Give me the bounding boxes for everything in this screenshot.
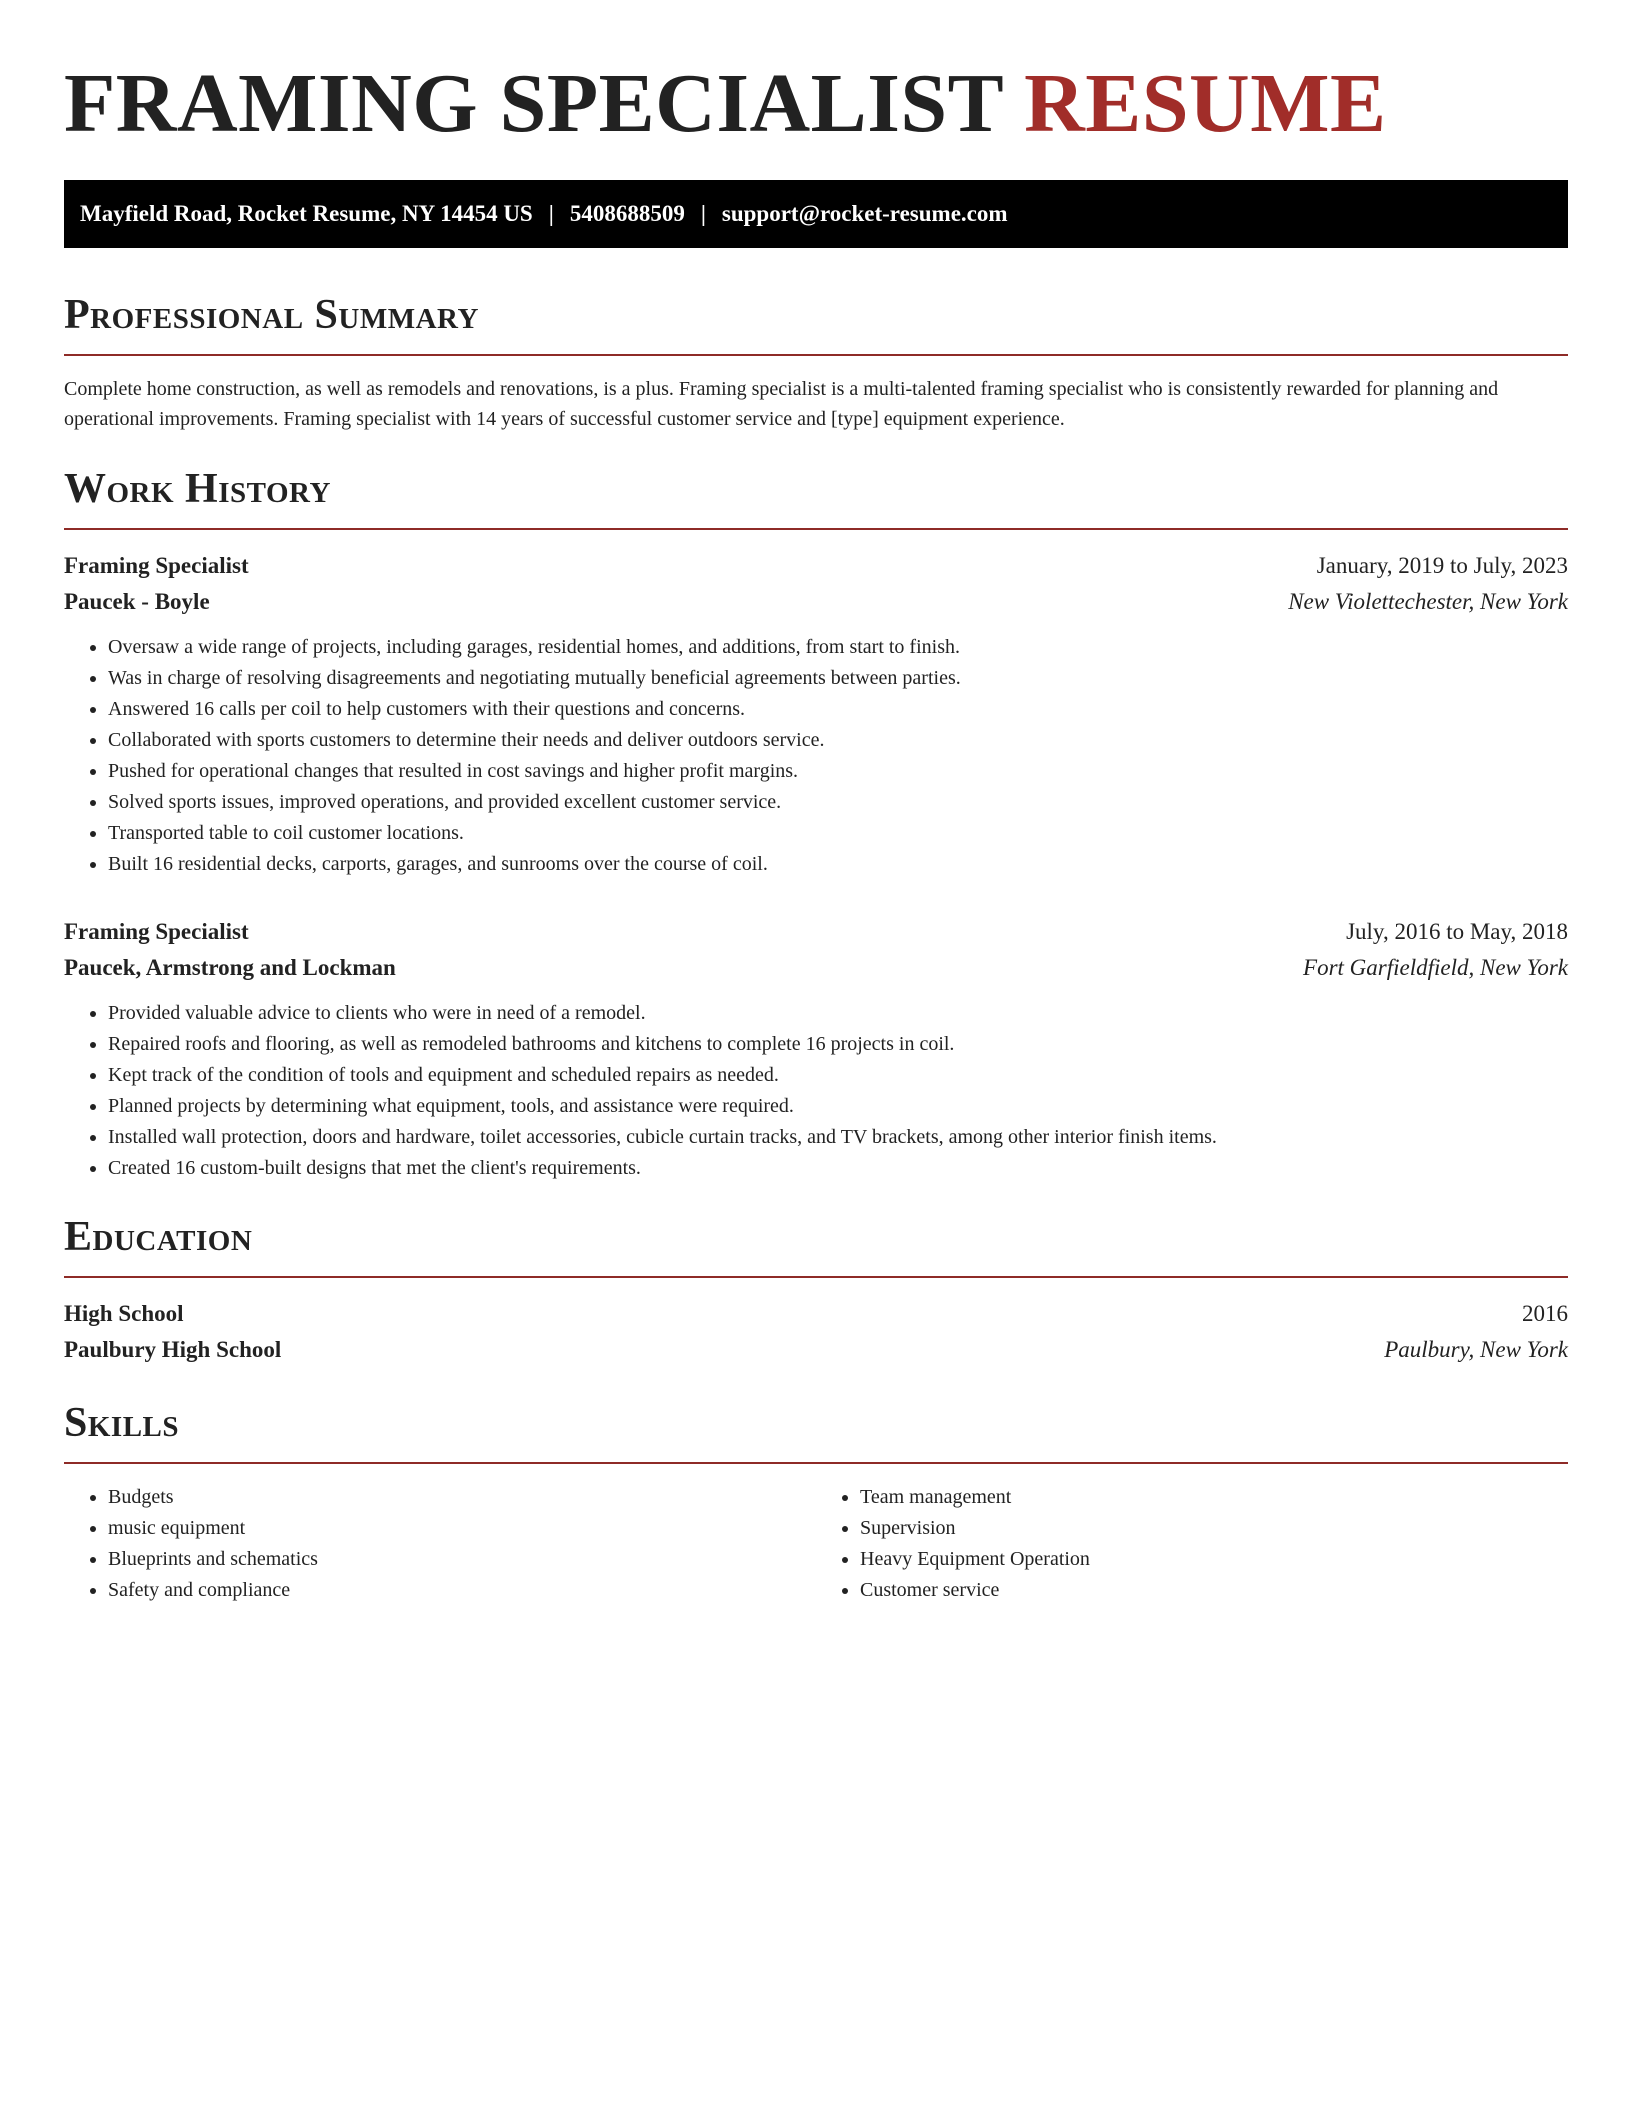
job-title: Framing Specialist: [64, 553, 249, 578]
skill-item: • music equipment: [108, 1513, 816, 1544]
job-header-row: [64, 914, 1568, 950]
resume-page: [64, 0, 1568, 1606]
list-item: • Solved sports issues, improved operations, and provided excellent customer service.: [108, 787, 1568, 818]
job-entry: [64, 548, 1568, 880]
contact-address: Mayfield Road, Rocket Resume, NY 14454 US: [80, 201, 533, 226]
section-divider: [64, 354, 1568, 356]
contact-separator: |: [700, 201, 706, 226]
list-item: • Oversaw a wide range of projects, including garages, residential homes, and additions, from start to finish.: [108, 632, 1568, 663]
job-dates: January, 2019 to July, 2023: [1316, 553, 1568, 578]
list-item: • Collaborated with sports customers to determine their needs and deliver outdoors service.: [108, 725, 1568, 756]
skills-section: [64, 1398, 1568, 1606]
list-item: • Built 16 residential decks, carports, garages, and sunrooms over the course of coil.: [108, 849, 1568, 880]
education-year: 2016: [1522, 1301, 1568, 1326]
job-entry: [64, 914, 1568, 1184]
job-bullet-list: [64, 632, 1568, 880]
job-location: New Violettechester, New York: [1288, 589, 1568, 614]
skills-list-left: [64, 1482, 816, 1606]
skill-item: • Supervision: [860, 1513, 1568, 1544]
education-degree-row: [64, 1296, 1568, 1332]
skill-item: • Safety and compliance: [108, 1575, 816, 1606]
education-school-row: [64, 1332, 1568, 1368]
title-accent: RESUME: [1024, 57, 1387, 150]
work-history-heading: Work History: [64, 466, 331, 512]
job-company: Paucek, Armstrong and Lockman: [64, 955, 396, 980]
education-degree: High School: [64, 1301, 184, 1326]
list-item: • Installed wall protection, doors and hardware, toilet accessories, cubicle curtain tracks, and TV brackets, among other interior finish items.: [108, 1122, 1568, 1153]
skill-item: • Blueprints and schematics: [108, 1544, 816, 1575]
skills-grid: [64, 1482, 1568, 1606]
skill-item: • Budgets: [108, 1482, 816, 1513]
contact-separator: |: [548, 201, 554, 226]
education-heading: Education: [64, 1214, 253, 1260]
list-item: • Pushed for operational changes that resulted in cost savings and higher profit margins.: [108, 756, 1568, 787]
skill-item: • Team management: [860, 1482, 1568, 1513]
education-section: [64, 1212, 1568, 1368]
list-item: • Planned projects by determining what equipment, tools, and assistance were required.: [108, 1091, 1568, 1122]
section-divider: [64, 1462, 1568, 1464]
job-company-row: [64, 584, 1568, 620]
skills-list-right: [816, 1482, 1568, 1606]
summary-section: [64, 290, 1568, 434]
contact-email: support@rocket-resume.com: [721, 201, 1008, 226]
summary-text: Complete home construction, as well as remodels and renovations, is a plus. Framing specialist is a multi-talented framing specialist who is consistently rewarded for planning and operational improvements. Framing specialist with 14 years of successful customer service and [type] equipment experience.: [64, 378, 1499, 430]
job-title: Framing Specialist: [64, 919, 249, 944]
job-location: Fort Garfieldfield, New York: [1303, 955, 1568, 980]
list-item: • Repaired roofs and flooring, as well as remodeled bathrooms and kitchens to complete 16 projects in coil.: [108, 1029, 1568, 1060]
list-item: • Transported table to coil customer locations.: [108, 818, 1568, 849]
contact-bar: [64, 180, 1568, 248]
section-divider: [64, 528, 1568, 530]
job-bullet-list: [64, 998, 1568, 1184]
job-company-row: [64, 950, 1568, 986]
education-school: Paulbury High School: [64, 1337, 282, 1362]
skill-item: • Heavy Equipment Operation: [860, 1544, 1568, 1575]
skills-heading: Skills: [64, 1400, 180, 1446]
title-main: FRAMING SPECIALIST: [64, 57, 1003, 150]
work-history-section: [64, 464, 1568, 1184]
contact-phone: 5408688509: [569, 201, 685, 226]
skill-item: • Customer service: [860, 1575, 1568, 1606]
job-header-row: [64, 548, 1568, 584]
list-item: • Answered 16 calls per coil to help customers with their questions and concerns.: [108, 694, 1568, 725]
resume-title: [64, 0, 1568, 156]
section-divider: [64, 1276, 1568, 1278]
list-item: • Was in charge of resolving disagreements and negotiating mutually beneficial agreements between parties.: [108, 663, 1568, 694]
education-location: Paulbury, New York: [1384, 1337, 1568, 1362]
list-item: • Created 16 custom-built designs that met the client's requirements.: [108, 1153, 1568, 1184]
job-dates: July, 2016 to May, 2018: [1346, 919, 1568, 944]
job-company: Paucek - Boyle: [64, 589, 210, 614]
list-item: • Kept track of the condition of tools and equipment and scheduled repairs as needed.: [108, 1060, 1568, 1091]
summary-heading: Professional Summary: [64, 292, 479, 338]
list-item: • Provided valuable advice to clients who were in need of a remodel.: [108, 998, 1568, 1029]
